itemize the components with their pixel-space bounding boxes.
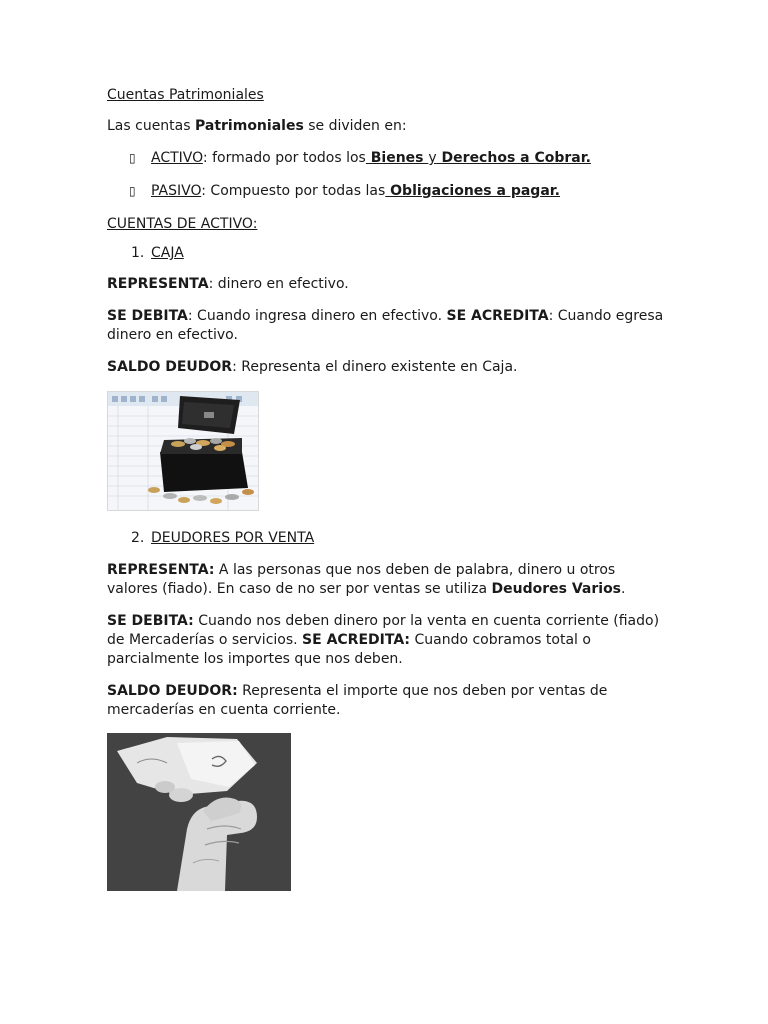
bullet-label-pasivo: PASIVO — [151, 183, 202, 199]
deudores-varios-bold: Deudores Varios — [491, 581, 622, 597]
caja-representa — [107, 275, 667, 294]
bullet-activo — [107, 149, 667, 168]
bullet-text-activo: : formado por todos los — [202, 150, 366, 166]
cash-box-image — [107, 391, 259, 511]
representa-label: REPRESENTA: — [107, 562, 215, 578]
account-name: DEUDORES POR VENTA — [151, 530, 315, 546]
deudores-representa — [107, 561, 667, 599]
saldo-text: : Representa el dinero existente en Caja. — [232, 359, 518, 375]
section-title: CUENTAS DE ACTIVO: — [107, 216, 258, 232]
bullet-y: y — [428, 150, 437, 166]
debita-text: : Cuando ingresa dinero en efectivo. — [187, 308, 447, 324]
bullet-icon: ▯ — [129, 184, 136, 198]
saldo-label: SALDO DEUDOR — [107, 359, 233, 375]
representa-text: : dinero en efectivo. — [208, 276, 349, 292]
debita-label: SE DEBITA: — [107, 613, 194, 629]
bullet-label-activo: ACTIVO — [151, 150, 203, 166]
cash-box-illustration — [108, 392, 258, 510]
representa-text: A las personas que nos deben de palabra, dinero u otros valores (fiado). En caso de no ser por ventas se utiliza — [107, 562, 616, 597]
bullet-text-pasivo: : Compuesto por todas las — [201, 183, 386, 199]
intro-text: Las cuentas — [107, 118, 195, 134]
representa-end: . — [621, 581, 626, 597]
caja-debita-acredita — [107, 307, 667, 345]
intro-paragraph — [107, 117, 667, 136]
document-title: Cuentas Patrimoniales — [107, 87, 264, 103]
acredita-label: SE ACREDITA — [446, 308, 549, 324]
account-name: CAJA — [151, 245, 184, 261]
bullet-pasivo — [107, 182, 667, 201]
saldo-label: SALDO DEUDOR: — [107, 683, 238, 699]
representa-label: REPRESENTA — [107, 276, 209, 292]
intro-text-end: se dividen en: — [303, 118, 407, 134]
account-heading-caja — [107, 244, 667, 263]
deudores-debita-acredita — [107, 612, 667, 669]
bullet-bold-derechos: Derechos a Cobrar. — [436, 150, 591, 166]
hand-money-image — [107, 733, 291, 891]
acredita-text: Cuando cobramos total o parcialmente los importes que nos deben. — [107, 632, 591, 667]
bullet-bold-obligaciones: Obligaciones a pagar. — [385, 183, 560, 199]
deudores-saldo — [107, 682, 667, 720]
account-number: 1. — [131, 245, 145, 261]
bullet-bold-bienes: Bienes — [365, 150, 429, 166]
bullet-icon: ▯ — [129, 151, 136, 165]
debita-label: SE DEBITA — [107, 308, 188, 324]
account-number: 2. — [131, 530, 145, 546]
acredita-text: : Cuando egresa dinero en efectivo. — [107, 308, 664, 343]
account-heading-deudores — [107, 529, 667, 548]
document-page — [107, 86, 667, 909]
intro-bold: Patrimoniales — [195, 118, 304, 134]
hand-holding-bill-illustration — [107, 733, 291, 891]
debita-text: Cuando nos deben dinero por la venta en cuenta corriente (fiado) de Mercaderías o servicios. — [107, 613, 660, 648]
acredita-label: SE ACREDITA: — [302, 632, 411, 648]
saldo-text: Representa el importe que nos deben por ventas de mercaderías en cuenta corriente. — [107, 683, 608, 718]
caja-saldo — [107, 358, 667, 377]
